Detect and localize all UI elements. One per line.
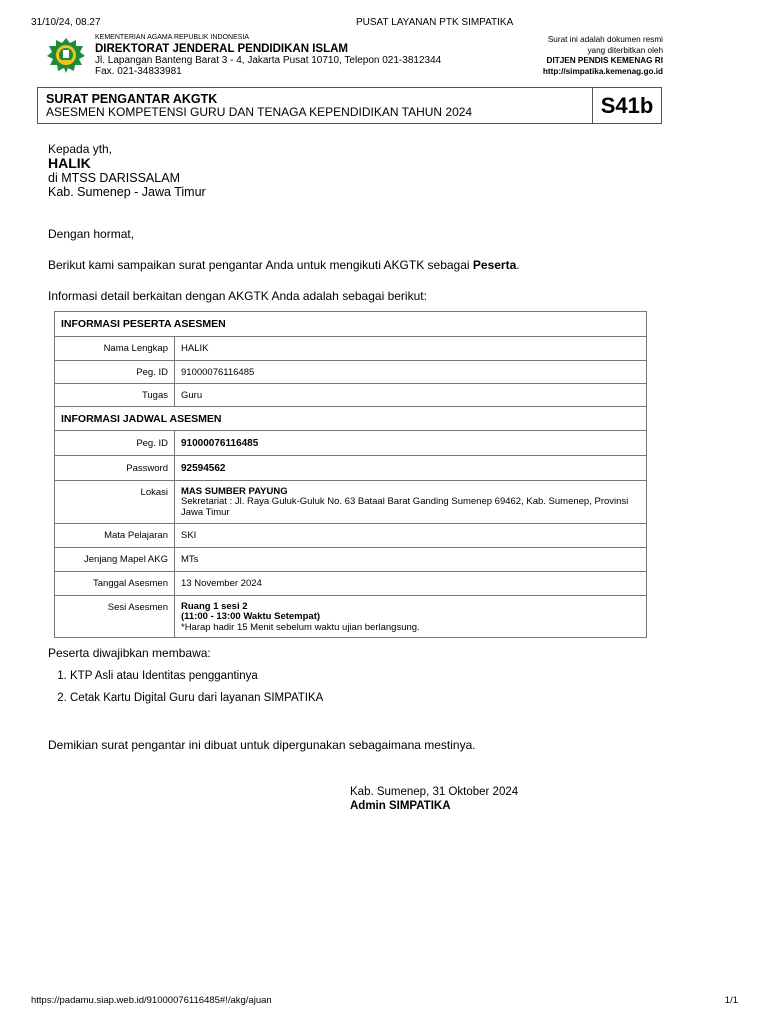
location-address: Sekretariat : Jl. Raya Guluk-Guluk No. 63 Bataal Barat Ganding Sumenep 69462, Kab. Sumenep, Provinsi Jawa Timur [181,496,629,518]
table-row [55,384,647,407]
place-date: Kab. Sumenep, 31 Oktober 2024 [350,786,519,798]
recipient-to: Kepada yth, [48,142,113,156]
recipient-name: HALIK [48,155,91,171]
greeting: Dengan hormat, [48,227,135,241]
participant-pegid-value: 91000076116485 [175,361,647,384]
date-value: 13 November 2024 [175,572,647,596]
letter-code: S41b [592,88,661,123]
date-label: Tanggal Asesmen [55,572,175,596]
bring-list [48,670,323,714]
print-page-number: 1/1 [724,995,738,1006]
recipient-place: di MTSS DARISSALAM [48,171,180,185]
print-page-title: PUSAT LAYANAN PTK SIMPATIKA [356,17,514,28]
intro-text: Berikut kami sampaikan surat pengantar Anda untuk mengikuti AKGTK sebagai [48,258,473,272]
table-row [55,524,647,548]
official-note-line2: yang diterbitkan oleh [587,45,663,55]
location-name: MAS SUMBER PAYUNG [181,486,288,497]
session-time: (11:00 - 13:00 Waktu Setempat) [181,611,321,623]
intro-paragraph [48,258,520,272]
table-row [55,548,647,572]
official-document-note [543,35,663,78]
letter-subtitle: ASESMEN KOMPETENSI GURU DAN TENAGA KEPENDIDIKAN TAHUN 2024 [46,105,473,119]
schedule-pegid-value: 91000076116485 [175,431,647,456]
closing-paragraph: Demikian surat pengantar ini dibuat untuk dipergunakan sebagaimana mestinya. [48,738,476,752]
schedule-pegid-label: Peg. ID [55,431,175,456]
participant-name-value: HALIK [175,337,647,361]
recipient-region: Kab. Sumenep - Jawa Timur [48,185,206,199]
table-row [55,361,647,384]
signer-name: Admin SIMPATIKA [350,799,451,812]
signature-block [350,786,518,814]
kemenag-emblem-icon [46,37,86,73]
participant-task-value: Guru [175,384,647,407]
session-label: Sesi Asesmen [55,596,175,638]
letterhead [95,34,441,77]
location-value [175,481,647,524]
session-note: *Harap hadir 15 Menit sebelum waktu ujian berlangsung. [181,621,420,633]
schedule-section-header: INFORMASI JADWAL ASESMEN [55,407,647,431]
print-url: https://padamu.siap.web.id/91000076116485#!/akg/ajuan [31,995,272,1006]
table-row [55,456,647,481]
participant-name-label: Nama Lengkap [55,337,175,361]
participant-task-label: Tugas [55,384,175,407]
intro-end: . [516,258,520,272]
letter-title-box [37,87,662,124]
session-value [175,596,647,638]
directorate-name: DIREKTORAT JENDERAL PENDIDIKAN ISLAM [95,42,349,55]
print-datetime: 31/10/24, 08.27 [31,17,101,28]
location-label: Lokasi [55,481,175,524]
bring-intro: Peserta diwajibkan membawa: [48,646,211,660]
table-row [55,337,647,361]
list-item: 2. Cetak Kartu Digital Guru dari layanan SIMPATIKA [70,692,323,714]
level-value: MTs [175,548,647,572]
subject-value: SKI [175,524,647,548]
participant-section-header: INFORMASI PESERTA ASESMEN [55,312,647,337]
table-row [55,481,647,524]
level-label: Jenjang Mapel AKG [55,548,175,572]
table-row [55,572,647,596]
official-site: http://simpatika.kemenag.go.id [542,66,663,76]
session-room: Ruang 1 sesi 2 [181,601,248,612]
directorate-address: Jl. Lapangan Banteng Barat 3 - 4, Jakarta Pusat 10710, Telepon 021-3812344 [95,55,442,67]
detail-intro: Informasi detail berkaitan dengan AKGTK Anda adalah sebagai berikut: [48,289,427,303]
participant-pegid-label: Peg. ID [55,361,175,384]
directorate-fax: Fax. 021-34833981 [95,66,182,78]
intro-role: Peserta [472,258,517,272]
list-item: 1. KTP Asli atau Identitas penggantinya [70,670,323,692]
table-row [55,431,647,456]
assessment-info-table [54,311,647,638]
official-issuer: DITJEN PENDIS KEMENAG RI [546,56,663,66]
ministry-name: KEMENTERIAN AGAMA REPUBLIK INDONESIA [95,34,250,41]
official-note-line1: Surat ini adalah dokumen resmi [547,35,663,44]
password-value: 92594562 [175,456,647,481]
table-row [55,596,647,638]
subject-label: Mata Pelajaran [55,524,175,548]
password-label: Password [55,456,175,481]
letter-title: SURAT PENGANTAR AKGTK [46,92,218,106]
